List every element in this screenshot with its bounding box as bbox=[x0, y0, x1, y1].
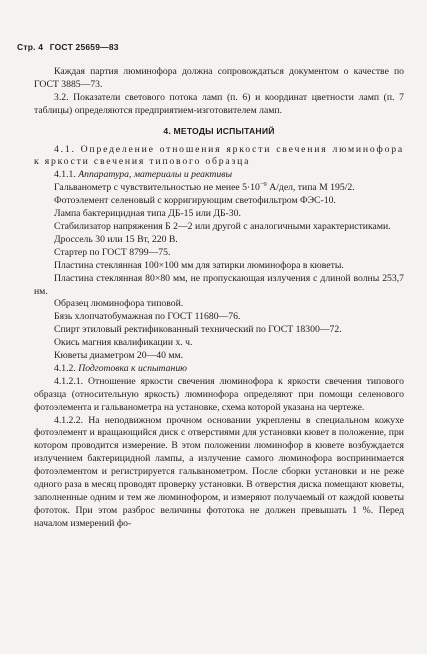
paragraph-text: А/дел, типа М 195/2. bbox=[266, 182, 355, 194]
standard-number: ГОСТ 25659—83 bbox=[49, 42, 119, 52]
subsection-heading bbox=[34, 169, 404, 182]
subsection-italic-title: Аппаратура, материалы и реактивы bbox=[78, 169, 233, 181]
document-body bbox=[34, 66, 404, 531]
paragraph-text: Гальванометр с чувствительностью не менее 5·10 bbox=[54, 182, 260, 194]
paragraph: Пластина стеклянная 100×100 мм для затирки люминофора в кюветы. bbox=[54, 259, 344, 271]
paragraph: Стабилизатор напряжения Б 2—2 или другой с аналогичными характеристиками. bbox=[54, 220, 391, 232]
paragraph: Спирт этиловый ректификованный технический по ГОСТ 18300—72. bbox=[54, 324, 342, 336]
paragraph: 4.1.2.1. Отношение яркости свечения люминофора к яркости свечения типового образца (относительную яркость) люминофора определяют при помощи селенового фотоэлемента и гальванометра на установке, схема которой указана на чертеже. bbox=[34, 375, 404, 413]
paragraph: Фотоэлемент селеновый с корригирующим светофильтром ФЭС-10. bbox=[54, 195, 336, 207]
subsection-number: 4.1.2. bbox=[54, 362, 79, 374]
paragraph: 4.1.2.2. На неподвижном прочном основании укреплены в специальном кожухе фотоэлемент и вращающийся диск с отверстиями для установки кювет в положение, при котором проводится измерение. В этом положении люминофор в кювете возбуждается излучением бактерицидной лампы, а излучение самого люминофора воспринимается фотоэлементом и регистрируется гальванометром. После сборки установки и не реже одного раза в месяц проводят проверку установки. В отверстия диска помещают кюветы, заполненные одним и тем же люминофором, и измеряют получаемый от каждой кюветы фототок. При этом разброс величины фототока не должен превышать 1 %. Перед началом измерений фо- bbox=[34, 414, 404, 529]
page-number: Стр. 4 bbox=[17, 42, 44, 52]
paragraph: Каждая партия люминофора должна сопровождаться документом о качестве по ГОСТ 3885—73. bbox=[34, 66, 404, 90]
paragraph: Кюветы диаметром 20—40 мм. bbox=[54, 350, 184, 362]
subsection-title: 4.1. Определение отношения яркости свечения люминофора к яркости свечения типового образца bbox=[34, 143, 404, 168]
paragraph: Дроссель 30 или 15 Вт, 220 В. bbox=[54, 233, 178, 245]
paragraph: Пластина стеклянная 80×80 мм, не пропускающая излучения с длиной волны 253,7 нм. bbox=[34, 272, 404, 297]
paragraph: Стартер по ГОСТ 8799—75. bbox=[54, 246, 171, 258]
paragraph: Бязь хлопчатобумажная по ГОСТ 11680—76. bbox=[54, 311, 241, 323]
superscript: −9 bbox=[259, 181, 267, 189]
paragraph: Лампа бактерицидная типа ДБ-15 или ДБ-30. bbox=[54, 208, 241, 220]
paragraph: 3.2. Показатели светового потока ламп (п. 6) и координат цветности ламп (п. 7 таблицы) определяются предприятием-изготовителем ламп. bbox=[34, 91, 404, 116]
paragraph: Окись магния квалификации х. ч. bbox=[54, 337, 193, 349]
paragraph bbox=[34, 182, 404, 195]
page-header bbox=[17, 42, 119, 52]
section-title: 4. МЕТОДЫ ИСПЫТАНИЙ bbox=[163, 125, 275, 136]
paragraph: Образец люминофора типовой. bbox=[54, 298, 184, 310]
subsection-italic-title: Подготовка к испытанию bbox=[78, 362, 187, 374]
subsection-heading bbox=[34, 363, 404, 376]
subsection-number: 4.1.1. bbox=[54, 169, 79, 181]
